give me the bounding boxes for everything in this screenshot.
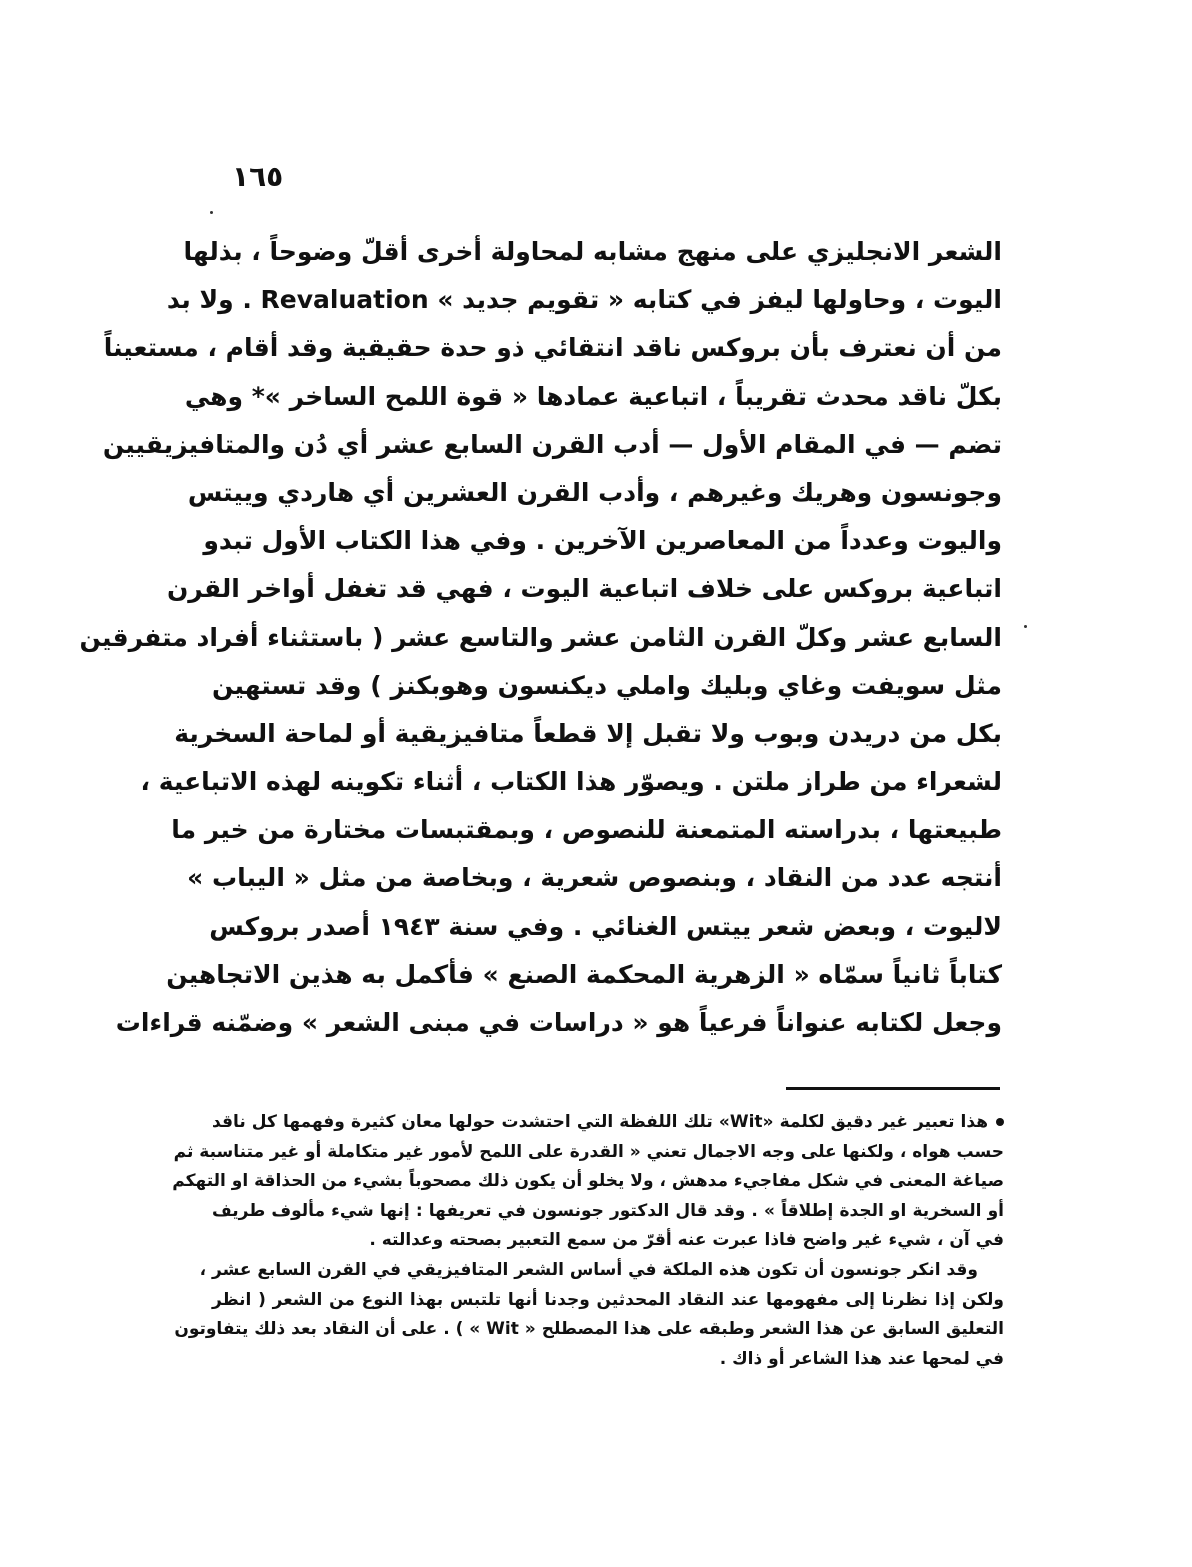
body-line: لشعراء من طراز ملتن . ويصوّر هذا الكتاب ، أثناء تكوينه لهذه الاتباعية ، (140, 767, 1002, 797)
body-line: السابع عشر وكلّ القرن الثامن عشر والتاسع عشر ( باستثناء أفراد متفرقين (79, 622, 1002, 652)
footnote-line: ولكن إذا نظرنا إلى مفهومها عند النقاد المحدثين وجدنا أنها تلتبس بهذا النوع من الشعر ( انظر (212, 1289, 1004, 1310)
footnote-line: هذا تعبير غير دقيق لكلمة «Wit» تلك اللفظة التي احتشدت حولها معان كثيرة وفهمها كل ناقد (212, 1112, 988, 1132)
body-line: أنتجه عدد من النقاد ، وبنصوص شعرية ، وبخاصة من مثل « اليباب » (187, 863, 1002, 893)
body-line: تضم — في المقام الأول — أدب القرن السابع عشر أي دُن والمتافيزيقيين (102, 429, 1002, 459)
body-line: كتاباً ثانياً سمّاه « الزهرية المحكمة الصنع » فأكمل به هذين الاتجاهين (166, 959, 1002, 989)
body-line: بكل من دريدن وبوب ولا تقبل إلا قطعاً متافيزيقية أو لماحة السخرية (174, 718, 1002, 748)
body-line: اليوت ، وحاولها ليفز في كتابه « تقويم جديد » Revaluation . ولا بد (166, 285, 1002, 315)
body-line: الشعر الانجليزي على منهج مشابه لمحاولة أخرى أقلّ وضوحاً ، بذلها (183, 237, 1002, 266)
footnote-bullet-icon (996, 1118, 1004, 1126)
body-line: واليوت وعدداً من المعاصرين الآخرين . وفي هذا الكتاب الأول تبدو (203, 526, 1002, 556)
body-line: مثل سويفت وغاي وبليك واملي ديكنسون وهوبكنز ) وقد تستهين (212, 670, 1002, 700)
scan-speck (1024, 625, 1027, 628)
footnote-line: حسب هواه ، ولكنها على وجه الاجمال تعني « القدرة على اللمح لأمور غير متكاملة أو غير متناسبة ثم (173, 1141, 1004, 1162)
footnote-line: في آن ، شيء غير واضح فاذا عبرت عنه أقرّ من سمع التعبير بصحته وعدالته . (369, 1230, 1004, 1251)
body-line: لاليوت ، وبعض شعر ييتس الغنائي . وفي سنة ١٩٤٣ أصدر بروكس (209, 911, 1002, 941)
body-text (79, 228, 1002, 1047)
footnote-line: أو السخرية او الجدة إطلاقاً » . وقد قال الدكتور جونسون في تعريفها : إنها شيء مألوف طريف (212, 1200, 1004, 1221)
page-number: ١٦٥ (232, 160, 284, 193)
body-line: من أن نعترف بأن بروكس ناقد انتقائي ذو حدة حقيقية وقد أقام ، مستعيناً (103, 333, 1002, 363)
footnote-divider (786, 1087, 1000, 1090)
body-line: طبيعتها ، بدراسته المتمعنة للنصوص ، وبمقتبسات مختارة من خير ما (171, 815, 1002, 845)
body-line: بكلّ ناقد محدث تقريباً ، اتباعية عمادها « قوة اللمح الساخر »* وهي (184, 381, 1002, 411)
footnote-line: صياغة المعنى في شكل مفاجيء مدهش ، ولا يخلو أن يكون ذلك مصحوباً بشيء من الحذاقة او التهكم (172, 1171, 1004, 1192)
footnote-line: وقد انكر جونسون أن تكون هذه الملكة في أساس الشعر المتافيزيقي في القرن السابع عشر ، (199, 1259, 978, 1280)
footnotes (172, 1108, 1004, 1374)
body-line: اتباعية بروكس على خلاف اتباعية اليوت ، فهي قد تغفل أواخر القرن (166, 574, 1002, 604)
footnote-line: التعليق السابق عن هذا الشعر وطبقه على هذا المصطلح « Wit » ) . على أن النقاد بعد ذلك يتفاوتون (174, 1319, 1004, 1340)
scan-speck (210, 211, 213, 214)
body-line: وجعل لكتابه عنواناً فرعياً هو « دراسات في مبنى الشعر » وضمّنه قراءات (115, 1008, 1002, 1037)
footnote-line-first (212, 1108, 1004, 1138)
body-line: وجونسون وهريك وغيرهم ، وأدب القرن العشرين أي هاردي وييتس (187, 477, 1002, 507)
footnote-line: في لمحها عند هذا الشاعر أو ذاك . (719, 1348, 1004, 1369)
